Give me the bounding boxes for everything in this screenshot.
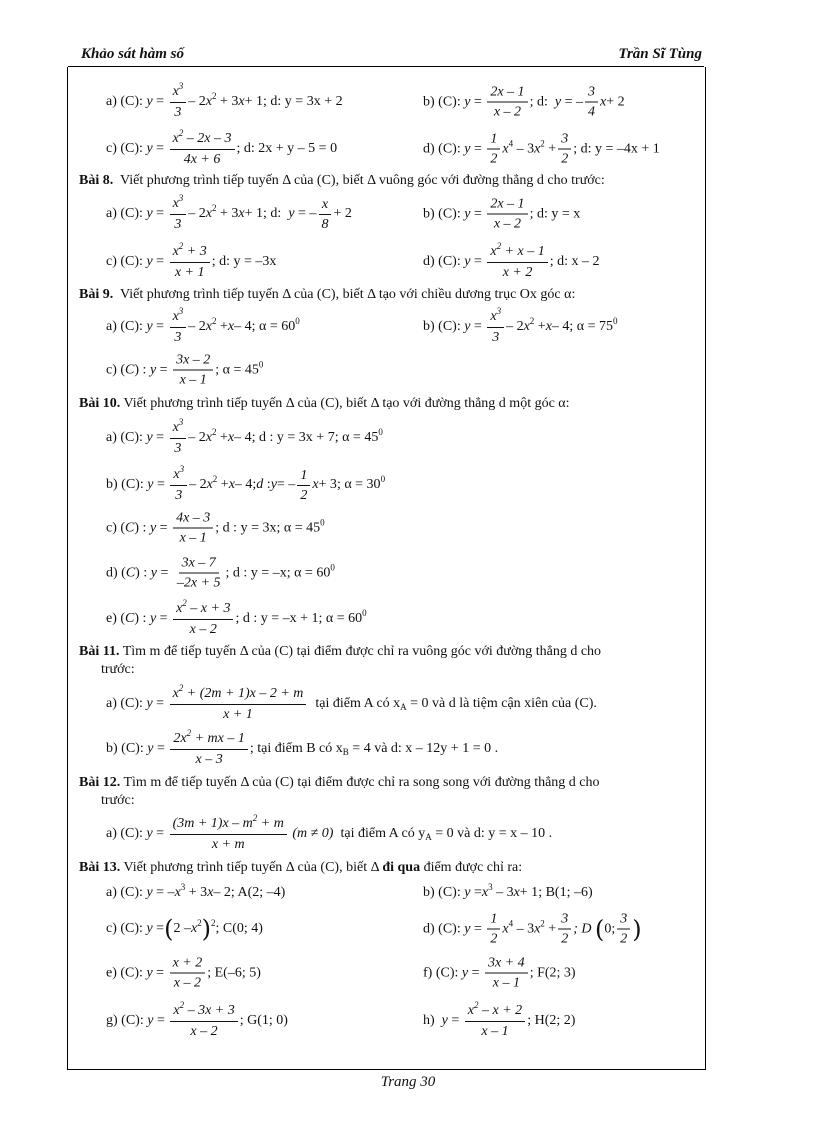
problem-12-title (79, 774, 703, 810)
problem-7-row2 (0, 128, 816, 167)
problem-13-text-end: điểm được chỉ ra: (423, 860, 523, 875)
item-13c: c) (C): y = ( 2 – x $^2$ ) $^2$ ; C(0; 4) (106, 915, 263, 943)
problem-13-row3 (0, 955, 816, 991)
item-7c: c) (C): y = $\frac{x^2 - 2x - 3}{4x + 6}$ ; d: 2x + y – 5 = 0 (106, 128, 338, 167)
problem-10-row-d (0, 555, 816, 591)
item-11a: a) (C): y = $\frac{x^2 + (2m + 1)x - 2 + m}{x + 1}$ tại điểm A có x $_A$ = 0 và d là tiệm cận xiên của (C). (106, 683, 597, 722)
item-12a-cond: tại điểm A có y (340, 826, 426, 841)
item-13g: g) (C): y = $\frac{x^2 - 3x + 3}{x - 2}$ ; G(1; 0) (106, 1000, 288, 1039)
item-13f: f) (C): y = $\frac{3x + 4}{x - 1}$ ; F(2; 3) (423, 955, 576, 991)
item-9a-line: ; α = 60 (251, 319, 296, 334)
header-title-right: Trần Sĩ Tùng (618, 46, 702, 62)
item-10a-line: ; d : y = 3x + 7; α = 45 (251, 430, 379, 445)
problem-12-text: Tìm m để tiếp tuyến Δ của (C) tại điểm được chỉ ra song song với đường thẳng d cho (123, 775, 600, 790)
problem-9-text: Viết phương trình tiếp tuyến Δ của (C), biết Δ tạo với chiều dương trục Ox góc α: (119, 287, 576, 302)
item-8a-line: ; d: (263, 206, 282, 221)
item-10c-line: ; d : y = 3x; α = 45 (215, 520, 321, 535)
item-13e-point: ; E(–6; 5) (207, 965, 261, 980)
item-9c: c) ( C ) : y = $\frac{3x - 2}{x - 1}$ ; α = 45 $^0$ (106, 352, 264, 388)
problem-11-row-a (0, 683, 816, 722)
item-9b: b) (C): y = $\frac{x^3}{3}$ – 2 x $^2$ + x – 4 ; α = 75 $^0$ (423, 306, 618, 345)
problem-9-title (79, 286, 703, 304)
item-13h: h) y = $\frac{x^2 - x + 2}{x - 1}$ ; H(2; 2) (423, 1000, 576, 1039)
item-12a-condition: (m ≠ 0) (292, 826, 334, 841)
item-7d: d) (C): y = $\frac{1}{2}$ x $^4$ – 3 x $^2$ + $\frac{3}{2}$ ; d: y = –4x + 1 (423, 131, 660, 167)
item-11a-cond: tại điểm A có x (315, 696, 401, 711)
problem-13-row1 (0, 882, 816, 900)
problem-10-text: Viết phương trình tiếp tuyến Δ của (C), biết Δ tạo với đường thẳng d một góc α: (123, 396, 570, 411)
item-8b: b) (C): y = $\frac{2x - 1}{x - 2}$ ; d: y = x (423, 196, 581, 232)
item-8c: c) (C): y = $\frac{x^2 + 3}{x + 1}$ ; d: y = –3x (106, 241, 277, 280)
problem-7-row1 (0, 81, 816, 120)
item-10b: b) (C): y = $\frac{x^3}{3}$ – 2 x $^2$ + x – 4; d : y = – $\frac{1}{2}$ x + 3 ; α = 30 $^0$ (106, 464, 386, 503)
item-13c-point: ; C(0; 4) (215, 921, 263, 936)
item-8b-line: ; d: y = x (529, 206, 581, 221)
item-7b: b) (C): y = $\frac{2x - 1}{x - 2}$ ; d: y = – $\frac{3}{4}$ x + 2 (423, 84, 625, 120)
problem-11-number: Bài 11. (79, 644, 120, 659)
item-10e: e) ( C ) : y = $\frac{x^2 - x + 3}{x - 2}$ ; d : y = –x + 1; α = 60 $^0$ (106, 598, 367, 637)
item-7a: a) (C): y = $\frac{x^3}{3}$ – 2 x $^2$ + 3 x + 1 ; d: y = 3x + 2 (106, 81, 343, 120)
problem-10-number: Bài 10. (79, 396, 121, 411)
item-12a: a) (C): y = $\frac{(3m + 1)x - m^2 + m}{x + m}$ (m ≠ 0) tại điểm A có y $_A$ = 0 và d: y = x – 10 . (106, 813, 553, 852)
problem-13-row4 (0, 1000, 816, 1039)
problem-11-text-cont: trước: (101, 662, 135, 677)
item-9a: a) (C): y = $\frac{x^3}{3}$ – 2 x $^2$ + x – 4 ; α = 60 $^0$ (106, 306, 300, 345)
problem-13-text: Viết phương trình tiếp tuyến Δ của (C), biết Δ (123, 860, 379, 875)
page-number: Trang 30 (380, 1074, 436, 1090)
item-7d-line: ; d: y = –4x + 1 (573, 141, 660, 156)
item-13d: d) (C): y = $\frac{1}{2}$ x $^4$ – 3 x $^2$ + $\frac{3}{2}$ ; D ( 0; $\frac{3}{2}$ ) (423, 911, 642, 947)
item-13b-point: ; B(1; –6) (538, 885, 593, 900)
problem-8-row2 (0, 241, 816, 280)
item-8c-line: ; d: y = –3x (211, 254, 277, 269)
item-8d-line: ; d: x – 2 (549, 254, 600, 269)
item-13a: a) (C): y = – x $^3$ + 3 x – 2 ; A(2; –4) (106, 882, 286, 900)
problem-8-title (79, 172, 703, 190)
problem-11-title (79, 643, 703, 679)
item-13g-point: ; G(1; 0) (239, 1013, 288, 1028)
problem-13-title (79, 859, 703, 877)
problem-8-text: Viết phương trình tiếp tuyến Δ của (C), biết Δ vuông góc với đường thẳng d cho trước: (119, 173, 605, 188)
problem-8-row1 (0, 193, 816, 232)
item-11b-cond: ; tại điểm B có x (249, 741, 343, 756)
item-8a: a) (C): y = $\frac{x^3}{3}$ – 2 x $^2$ + 3 x + 1 ; d: y = – $\frac{x}{8}$ + 2 (106, 193, 352, 232)
item-13a-point: ; A(2; –4) (230, 885, 286, 900)
problem-8-number: Bài 8. (79, 173, 114, 188)
problem-12-number: Bài 12. (79, 775, 121, 790)
item-8d: d) (C): y = $\frac{x^2 + x - 1}{x + 2}$ ; d: x – 2 (423, 241, 600, 280)
item-11b: b) (C): y = $\frac{2x^2 + mx - 1}{x - 3}$ ; tại điểm B có x $_B$ = 4 và d: x – 12y + 1 = 0 . (106, 728, 499, 767)
item-10b-line: ; α = 30 (336, 477, 381, 492)
item-11b-cond2: = 4 và d: x – 12y + 1 = 0 . (352, 741, 499, 756)
problem-9-number: Bài 9. (79, 287, 114, 302)
problem-11-row-b (0, 728, 816, 767)
problem-11-text: Tìm m để tiếp tuyến Δ của (C) tại điểm được chỉ ra vuông góc với đường thẳng d cho (122, 644, 602, 659)
item-13h-point: ; H(2; 2) (527, 1013, 576, 1028)
item-10d: d) ( C ) : y = $\frac{3x - 7}{-2x + 5}$ ; d : y = –x; α = 60 $^0$ (106, 555, 335, 591)
problem-9-row2 (0, 352, 816, 388)
problem-9-row1 (0, 306, 816, 345)
item-12a-cond2: = 0 và d: y = x – 10 . (435, 826, 553, 841)
item-10d-line: ; d : y = –x; α = 60 (225, 565, 331, 580)
problem-13-text-bold: đi qua (382, 860, 421, 875)
problem-13-number: Bài 13. (79, 860, 121, 875)
problem-10-row-b (0, 464, 816, 503)
problem-10-title (79, 395, 703, 413)
item-7c-line: ; d: 2x + y – 5 = 0 (236, 141, 338, 156)
item-13b: b) (C): y = x $^3$ – 3 x + 1 ; B(1; –6) (423, 882, 593, 900)
problem-10-row-e (0, 598, 816, 637)
item-9c-line: ; α = 45 (215, 362, 259, 377)
item-13d-point: ; D (573, 921, 592, 936)
item-11a-cond2: = 0 và d là tiệm cận xiên của (C). (410, 696, 597, 711)
item-13e: e) (C): y = $\frac{x + 2}{x - 2}$ ; E(–6; 5) (106, 955, 261, 991)
problem-12-row-a (0, 813, 816, 852)
item-10a: a) (C): y = $\frac{x^3}{3}$ – 2 x $^2$ + x – 4 ; d : y = 3x + 7; α = 45 $^0$ (106, 417, 383, 456)
item-10c: c) ( C ) : y = $\frac{4x - 3}{x - 1}$ ; d : y = 3x; α = 45 $^0$ (106, 510, 325, 546)
item-13f-point: ; F(2; 3) (529, 965, 576, 980)
item-9b-line: ; α = 75 (569, 319, 614, 334)
item-7a-line: ; d: y = 3x + 2 (263, 94, 343, 109)
problem-12-text-cont: trước: (101, 793, 135, 808)
item-7b-line: ; d: (529, 94, 548, 109)
problem-13-row2 (0, 911, 816, 947)
header-title-left: Khảo sát hàm số (81, 46, 184, 62)
item-10e-line: ; d : y = –x + 1; α = 60 (235, 611, 363, 626)
problem-10-row-c (0, 510, 816, 546)
problem-10-row-a (0, 417, 816, 456)
